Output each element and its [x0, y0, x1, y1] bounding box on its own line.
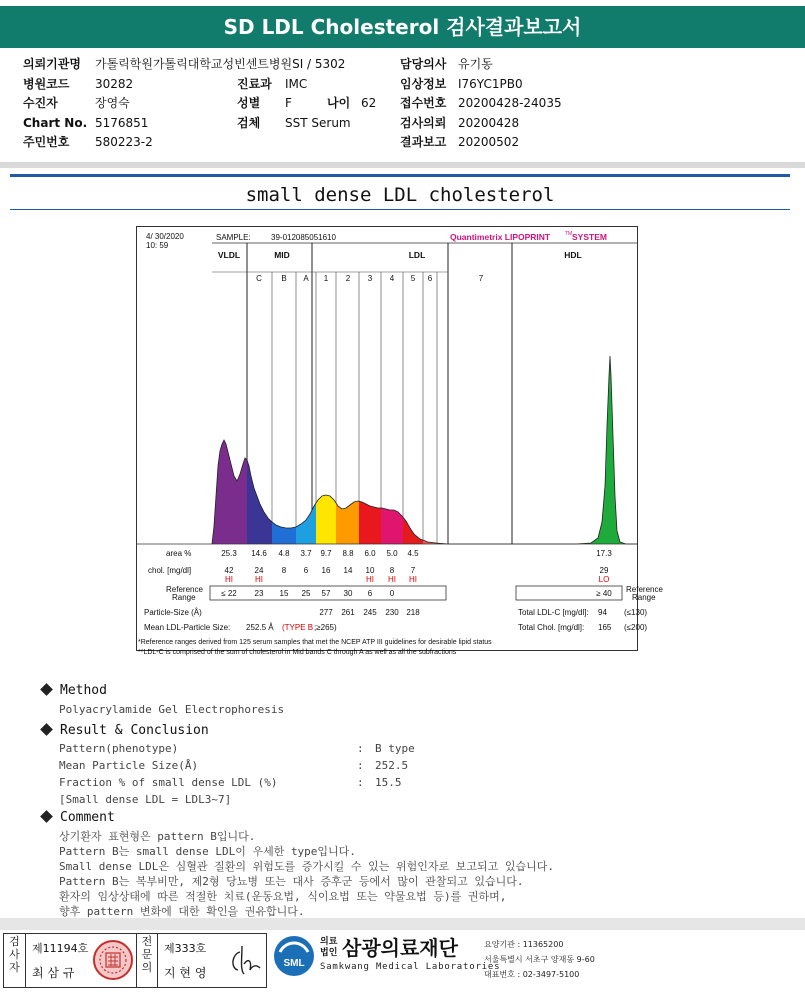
examiner-vertical-label	[4, 934, 26, 987]
chart-band-label-7: 7	[478, 274, 484, 283]
dept-value: IMC	[285, 77, 308, 91]
chart-flag-VLDL: HI	[225, 575, 233, 584]
chart-mean-label: Mean LDL-Particle Size:	[144, 623, 231, 632]
result-value-1: 252.5	[375, 759, 409, 772]
resident-no-label: 주민번호	[23, 135, 70, 149]
chart-area-value-2: 8.8	[342, 549, 354, 558]
chart-area-value-B: 4.8	[278, 549, 290, 558]
chart-flag-5: HI	[409, 575, 417, 584]
hospital-code-label: 병원코드	[23, 77, 70, 91]
doctor-value: 유기동	[458, 57, 493, 71]
result-label-1: Mean Particle Size(Å)	[59, 759, 199, 772]
age-label: 나이	[327, 96, 351, 110]
title-rule-bottom	[10, 209, 790, 210]
patient-value: 장영숙	[95, 96, 130, 110]
chart-row-label-ref-2: Range	[172, 593, 196, 602]
comment-line-1: Pattern B는 small dense LDL이 우세한 type입니다.	[59, 845, 356, 858]
seal-stamp-icon	[92, 939, 134, 981]
title-rule-top	[10, 174, 790, 177]
chart-band-label-C: C	[256, 274, 262, 283]
dept-label: 진료과	[237, 77, 272, 91]
sex-value: F	[285, 96, 292, 110]
chart-chol-value-1: 16	[321, 566, 331, 575]
comment-heading-text: Comment	[60, 810, 115, 825]
result-colon-1: :	[357, 759, 364, 772]
chart-chol-value-2: 14	[343, 566, 353, 575]
chart-row-label-size: Particle-Size (Å)	[144, 608, 202, 617]
chart-row-label-chol: chol. [mg/dl]	[148, 566, 192, 575]
chart-mean-type: (TYPE B	[282, 623, 314, 632]
signature-box	[3, 933, 267, 988]
chart-date: 4/ 30/2020	[146, 232, 184, 241]
examiner-name: 최 삼 규	[32, 966, 75, 980]
specimen-value: SST Serum	[285, 116, 351, 130]
info-row-hospital-code	[23, 75, 133, 93]
chart-band-label-3: 3	[367, 274, 373, 283]
ward-value: SI / 5302	[292, 57, 346, 71]
chart-size-value-3: 245	[363, 608, 377, 617]
chart-sample-label: SAMPLE:	[216, 233, 251, 242]
result-note: [Small dense LDL = LDL3~7]	[59, 793, 232, 806]
report-label: 결과보고	[400, 135, 447, 149]
chart-chol-value-VLDL: 42	[224, 566, 234, 575]
institution-value: 가톨릭학원가톨릭대학교성빈센트병원	[95, 57, 293, 71]
info-row-specimen	[237, 114, 351, 132]
chart-no-label: Chart No.	[23, 116, 88, 130]
chart-group-label-mid: MID	[274, 250, 290, 260]
chart-flag-HDL: LO	[598, 575, 610, 584]
patient-label: 수진자	[23, 96, 58, 110]
chart-flag-C: HI	[255, 575, 263, 584]
chart-svg	[136, 226, 663, 662]
result-value-0: B type	[375, 742, 415, 755]
chart-chol-value-4: 8	[389, 566, 395, 575]
method-heading-text: Method	[60, 683, 107, 698]
chart-ref-value-A: 25	[301, 589, 311, 598]
chart-ref-value-VLDL: ≤ 22	[221, 589, 237, 598]
chart-brand-tm: TM	[565, 231, 573, 237]
chart-brand-suffix: SYSTEM	[572, 232, 607, 242]
receipt-label: 접수번호	[400, 96, 447, 110]
chart-size-value-4: 230	[385, 608, 399, 617]
chart-chol-value-A: 6	[303, 566, 309, 575]
chart-mean-ref: ;≥265)	[314, 623, 337, 632]
chart-row-label-ref-1: Reference	[166, 585, 203, 594]
method-text: Polyacrylamide Gel Electrophoresis	[59, 703, 285, 716]
report-title: SD LDL Cholesterol 검사결과보고서	[0, 6, 805, 48]
comment-line-5: 향후 pattern 변화에 대한 확인을 권유합니다.	[59, 905, 305, 918]
chart-brand: Quantimetrix LIPOPRINT	[450, 232, 551, 242]
info-row-sex-age	[237, 94, 376, 112]
chart-mean-value: 252.5 Å	[246, 623, 274, 632]
signature-icon	[226, 940, 264, 980]
chart-area-value-1: 9.7	[320, 549, 332, 558]
diamond-bullet-icon	[40, 723, 53, 736]
result-label-0: Pattern(phenotype)	[59, 742, 179, 755]
specialist-no: 제333호	[164, 942, 207, 955]
chart-area-value-5: 4.5	[407, 549, 419, 558]
chart-no-value: 5176851	[95, 116, 149, 130]
chart-ref-value-C: 23	[254, 589, 264, 598]
chart-size-value-5: 218	[406, 608, 420, 617]
result-heading-text: Result & Conclusion	[60, 723, 209, 738]
chart-group-label-vldl: VLDL	[217, 250, 241, 260]
comment-line-0: 상기환자 표현형은 pattern B입니다.	[59, 830, 256, 843]
chart-band-label-2: 2	[345, 274, 351, 283]
chart-area-value-VLDL: 25.3	[221, 549, 237, 558]
chart-area-value-HDL: 17.3	[596, 549, 612, 558]
sml-logo-icon	[272, 934, 316, 978]
chart-area-1	[316, 495, 336, 544]
age-value: 62	[361, 96, 377, 110]
chart-area-value-C: 14.6	[251, 549, 267, 558]
diamond-bullet-icon	[40, 810, 53, 823]
chart-area-value-A: 3.7	[300, 549, 312, 558]
clinical-value: I76YC1PB0	[458, 77, 523, 91]
chart-ref-value-3: 6	[367, 589, 373, 598]
specialist-name: 지 현 영	[164, 966, 207, 980]
examiner-no: 제11194호	[32, 942, 89, 955]
method-heading	[40, 683, 107, 698]
chart-total-chol-ref: (≤200)	[624, 623, 648, 632]
info-row-dept	[237, 75, 307, 93]
patient-info	[0, 48, 805, 162]
chart-size-value-2: 261	[341, 608, 355, 617]
diamond-bullet-icon	[40, 683, 53, 696]
org-prefix-1: 의료	[320, 937, 338, 947]
result-label-2: Fraction % of small dense LDL (%)	[59, 776, 278, 789]
org-contact	[484, 937, 595, 982]
chart-area-value-3: 6.0	[364, 549, 376, 558]
specialist-vertical-label	[136, 934, 158, 987]
footer-divider	[0, 918, 805, 930]
chart-total-chol-label: Total Chol. [mg/dl]:	[518, 623, 585, 632]
chart-band-label-B: B	[281, 274, 287, 283]
chart-ref-value-B: 15	[279, 589, 289, 598]
info-row-chart-no	[23, 114, 148, 132]
info-row-doctor	[400, 55, 493, 73]
examiner-label: 검사자	[9, 935, 20, 974]
info-row-receipt	[400, 94, 562, 112]
chart-total-ldl-value: 94	[598, 608, 607, 617]
specialist-label: 전문의	[141, 935, 153, 974]
chart-ref-value-HDL: ≥ 40	[596, 589, 612, 598]
chart-sample-id: 39-012085051610	[271, 233, 336, 242]
logo-text: SML	[283, 958, 305, 969]
comment-line-2: Small dense LDL은 심혈관 질환의 위험도를 증가시킬 수 있는 위험인자로 보고되고 있습니다.	[59, 860, 554, 873]
info-row-institution	[23, 55, 345, 73]
chart-flag-3: HI	[366, 575, 374, 584]
sex-label: 성별	[237, 96, 261, 110]
chart-group-label-hdl: HDL	[564, 250, 582, 260]
hospital-code-value: 30282	[95, 77, 134, 91]
chart-band-label-A: A	[303, 274, 309, 283]
result-heading	[40, 723, 209, 738]
chart-area-value-4: 5.0	[386, 549, 398, 558]
result-colon-2: :	[357, 776, 364, 789]
org-english-name: Samkwang Medical Laboratories	[320, 962, 501, 972]
chart-ref-value-1: 57	[321, 589, 331, 598]
chart-chol-value-C: 24	[254, 566, 264, 575]
chart-total-ldl-ref: (≤130)	[624, 608, 648, 617]
chart-band-label-4: 4	[389, 274, 395, 283]
chart-band-label-6: 6	[427, 274, 433, 283]
chart-footnote-2: **LDL-C is comprised of the sum of cholesterol in Mid bands C through A as well as all the subfractions	[138, 649, 457, 656]
chart-total-chol-value: 165	[598, 623, 612, 632]
chart-ref-value-4: 0	[389, 589, 395, 598]
contact-code: 요양기관 : 11365200	[484, 940, 564, 949]
chart-band-label-1: 1	[323, 274, 329, 283]
comment-line-4: 환자의 임상상태에 따른 적절한 치료(운동요법, 식이요법 또는 약물요법 등)를 권하며,	[59, 890, 507, 903]
section-title: small dense LDL cholesterol	[245, 184, 555, 206]
chart-frame	[137, 227, 638, 651]
electrophoresis-chart	[136, 226, 663, 662]
info-row-report	[400, 133, 519, 151]
comment-line-3: Pattern B는 복부비만, 제2형 당뇨병 또는 대사 증후군 등에서 많이 관찰되고 있습니다.	[59, 875, 524, 888]
chart-footnote-1: *Reference ranges derived from 125 serum samples that met the NCEP ATP III guidelines for desirable lipid status	[138, 639, 492, 646]
result-value-2: 15.5	[375, 776, 402, 789]
specimen-label: 검체	[237, 116, 261, 130]
chart-chol-value-HDL: 29	[599, 566, 609, 575]
institution-label: 의뢰기관명	[23, 57, 81, 71]
contact-address: 서울특별시 서초구 양재동 9-60	[484, 955, 595, 964]
org-name: 삼광의료재단	[342, 936, 458, 960]
info-row-patient	[23, 94, 130, 112]
comment-heading	[40, 810, 115, 825]
chart-total-ldl-label: Total LDL-C [mg/dl]:	[518, 608, 589, 617]
chart-chol-value-3: 10	[365, 566, 375, 575]
info-row-request	[400, 114, 519, 132]
chart-size-value-1: 277	[319, 608, 333, 617]
result-colon-0: :	[357, 742, 364, 755]
chart-row-label-area: area %	[166, 549, 192, 558]
doctor-label: 담당의사	[400, 57, 447, 71]
receipt-value: 20200428-24035	[458, 96, 562, 110]
chart-band-label-5: 5	[410, 274, 416, 283]
chart-group-label-ldl: LDL	[408, 250, 426, 260]
chart-chol-value-B: 8	[281, 566, 287, 575]
header-divider	[0, 162, 805, 168]
chart-totals-ref-label-1: Reference	[626, 585, 663, 594]
info-row-clinical	[400, 75, 523, 93]
chart-ref-value-2: 30	[343, 589, 353, 598]
contact-phone: 대표번호 : 02-3497-5100	[484, 970, 580, 979]
report-value: 20200502	[458, 135, 520, 149]
chart-time: 10: 59	[146, 241, 169, 250]
chart-totals-ref-label-2: Range	[632, 593, 656, 602]
request-value: 20200428	[458, 116, 520, 130]
info-row-resident-no	[23, 133, 153, 151]
chart-flag-4: HI	[388, 575, 396, 584]
resident-no-value: 580223-2	[95, 135, 153, 149]
org-prefix-2: 법인	[320, 948, 338, 958]
request-label: 검사의뢰	[400, 116, 447, 130]
clinical-label: 임상정보	[400, 77, 447, 91]
org-prefix	[320, 937, 337, 959]
chart-chol-value-5: 7	[410, 566, 416, 575]
